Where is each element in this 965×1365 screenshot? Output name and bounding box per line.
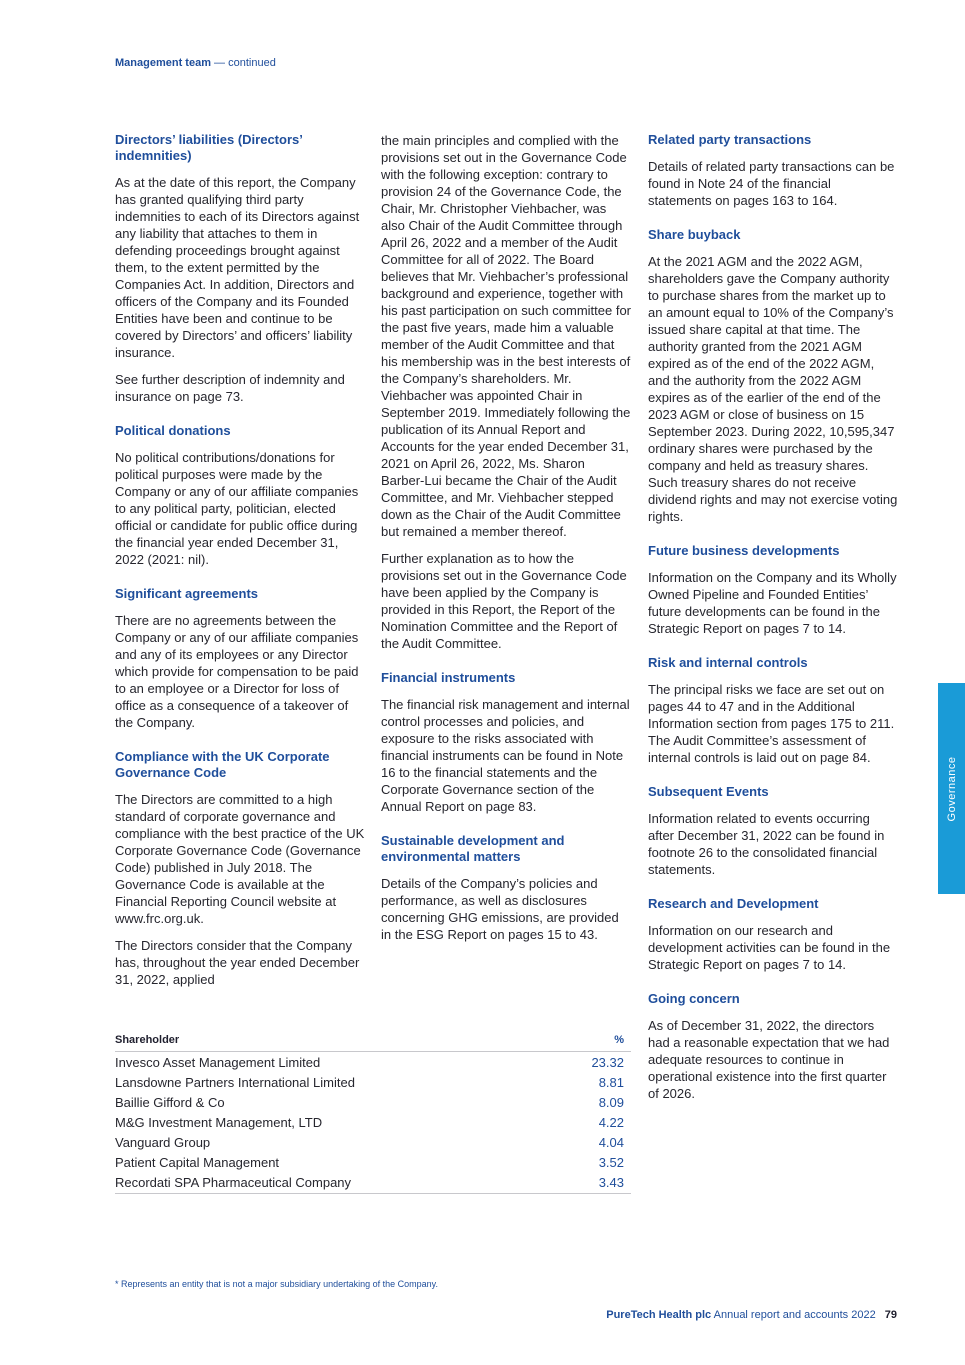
- governance-tab-label: Governance: [945, 756, 958, 821]
- shareholder-name: Patient Capital Management: [115, 1155, 280, 1170]
- shareholder-table: [115, 1034, 631, 1194]
- section-sustainable: [381, 833, 631, 943]
- paragraph: Information related to events occurring after December 31, 2022 can be found in footnote 26 to the consolidated financial statements.: [648, 811, 885, 877]
- paragraph: The Directors are committed to a high standard of corporate governance and compliance with the best practice of the UK Corporate Governance Code (Governance Code) published in July 2018. The Governance Code is available at the Financial Reporting Council website at www.frc.org.uk.: [115, 792, 365, 926]
- section-going-concern: [648, 991, 898, 1102]
- section-share-buyback: [648, 227, 898, 525]
- table-row: [115, 1072, 631, 1092]
- column-left: [115, 132, 365, 998]
- paragraph: Details of related party transactions can be found in Note 24 of the financial statements on pages 163 to 164.: [648, 159, 895, 208]
- paragraph: Further explanation as to how the provisions set out in the Governance Code have been applied by the Company is provided in this Report, the Report of the Nomination Committee and the Report of the Audit Committee.: [381, 551, 627, 651]
- shareholder-percent: 8.81: [598, 1075, 624, 1090]
- shareholder-percent: 8.09: [598, 1095, 624, 1110]
- shareholder-name: M&G Investment Management, LTD: [115, 1115, 323, 1130]
- paragraph: The principal risks we face are set out on pages 44 to 47 and in the Additional Information section from pages 175 to 211. The Audit Committee’s assessment of internal controls is laid out on page 84.: [648, 682, 895, 765]
- section-financial-instruments: [381, 670, 631, 815]
- table-row: [115, 1092, 631, 1112]
- heading-going-concern: Going concern: [648, 991, 740, 1006]
- header-suffix: — continued: [214, 57, 276, 69]
- heading-compliance: Compliance with the UK Corporate Governance Code: [115, 749, 330, 780]
- section-risk: [648, 655, 898, 766]
- heading-sustainable: Sustainable development and environmental matters: [381, 833, 565, 864]
- table-row: [115, 1132, 631, 1152]
- section-future-business: [648, 543, 898, 637]
- paragraph: No political contributions/donations for political purposes were made by the Company or any of our affiliate companies to any political party, politician, elected official or candidate for public office during the financial year ended December 31, 2022 (2021: nil).: [115, 450, 359, 567]
- paragraph: Details of the Company’s policies and performance, as well as disclosures concerning GHG emissions, are provided in the ESG Report on pages 15 to 43.: [381, 876, 619, 942]
- shareholder-name: Recordati SPA Pharmaceutical Company: [115, 1172, 560, 1194]
- header-shareholder: Shareholder: [115, 1034, 560, 1052]
- running-header: [115, 57, 276, 69]
- section-compliance: [115, 749, 365, 988]
- page-number: 79: [884, 1309, 897, 1321]
- section-subsequent-events: [648, 784, 898, 878]
- column-right: [648, 132, 898, 1112]
- table-row: [115, 1052, 631, 1073]
- paragraph: The Directors consider that the Company has, throughout the year ended December 31, 2022, applied: [115, 938, 360, 987]
- heading-political-donations: Political donations: [115, 423, 231, 438]
- paragraph: As at the date of this report, the Company has granted qualifying third party indemnities to each of its Directors against any liability that attaches to them in defending proceedings brought against them, to the extent permitted by the Companies Act. In addition, Directors and officers of the Company and its Founded Entities have been and continue to be covered by Directors’ and officers’ liability insurance.: [115, 175, 360, 360]
- table-row: [115, 1152, 631, 1172]
- footer-report-title: Annual report and accounts 2022: [713, 1309, 876, 1321]
- heading-financial-instruments: Financial instruments: [381, 670, 516, 685]
- section-political-donations: [115, 423, 365, 568]
- section-research: [648, 896, 898, 973]
- heading-share-buyback: Share buyback: [648, 227, 741, 242]
- section-directors-liabilities: [115, 132, 365, 405]
- heading-risk: Risk and internal controls: [648, 655, 808, 670]
- footnote: * Represents an entity that is not a major subsidiary undertaking of the Company.: [115, 1279, 439, 1289]
- paragraph: As of December 31, 2022, the directors had a reasonable expectation that we had adequate resources to continue in operational existence into the first quarter of 2026.: [648, 1018, 890, 1101]
- paragraph: At the 2021 AGM and the 2022 AGM, shareholders gave the Company authority to purchase shares from the market up to an amount equal to 10% of the Company’s issued share capital at that time. The authority granted from the 2021 AGM expired as of the end of the 2022 AGM, and the authority from the 2022 AGM expires as of the earlier of the end of the 2023 AGM or close of business on 15 September 2023. During 2022, 10,595,347 ordinary shares were purchased by the company and held as treasury shares. Such treasury shares do not receive dividend rights and may not exercise voting rights.: [648, 254, 898, 524]
- shareholder-percent: 4.22: [598, 1115, 624, 1130]
- paragraph: the main principles and complied with the provisions set out in the Governance Code with the following exception: contrary to provision 24 of the Governance Code, the Chair, Mr. Christopher Viehbacher, was also Chair of the Audit Committee through April 26, 2022 and a member of the Audit Committee for all of 2022. The Board believes that Mr. Viehbacher’s professional background and experience, together with his past participation on such committee for the past five years, made him a valuable member of the Audit Committee and that his membership was in the best interests of the Company’s shareholders. Mr. Viehbacher was appointed Chair in September 2019. Immediately following the publication of its Annual Report and Accounts for the year ended December 31, 2021 on April 26, 2022, Ms. Sharon Barber-Lui became the Chair of the Audit Committee, and Mr. Viehbacher stepped down as the Chair of the Audit Committee but remained a member thereof.: [381, 133, 632, 539]
- table-row: [115, 1172, 631, 1194]
- table-header-row: [115, 1034, 631, 1052]
- shareholder-name: Invesco Asset Management Limited: [115, 1055, 321, 1070]
- shareholder-name: Lansdowne Partners International Limited: [115, 1075, 355, 1090]
- shareholder-percent: 23.32: [591, 1055, 624, 1070]
- paragraph: Information on the Company and its Wholly Owned Pipeline and Founded Entities’ future developments can be found in the Strategic Report on pages 7 to 14.: [648, 570, 897, 636]
- heading-directors-liabilities: Directors’ liabilities (Directors’ indemnities): [115, 132, 303, 163]
- paragraph: See further description of indemnity and insurance on page 73.: [115, 372, 345, 404]
- section-significant-agreements: [115, 586, 365, 731]
- heading-subsequent-events: Subsequent Events: [648, 784, 769, 799]
- section-compliance-continued: [381, 132, 631, 652]
- shareholder-name: Baillie Gifford & Co: [115, 1095, 225, 1110]
- shareholder-name: Vanguard Group: [115, 1135, 211, 1150]
- paragraph: Information on our research and development activities can be found in the Strategic Report on pages 7 to 14.: [648, 923, 891, 972]
- table-row: [115, 1112, 631, 1132]
- governance-section-tab[interactable]: [938, 683, 965, 894]
- header-percent: %: [560, 1034, 631, 1052]
- heading-future-business: Future business developments: [648, 543, 840, 558]
- section-related-party: [648, 132, 898, 209]
- shareholder-percent: 3.43: [560, 1172, 631, 1194]
- heading-research: Research and Development: [648, 896, 819, 911]
- heading-related-party: Related party transactions: [648, 132, 812, 147]
- heading-significant-agreements: Significant agreements: [115, 586, 259, 601]
- column-middle: [381, 132, 631, 953]
- paragraph: There are no agreements between the Company or any of our affiliate companies and any of its employees or any Director which provide for compensation to be paid to an employee or a Director for loss of office as a consequence of a takeover of the Company.: [115, 613, 359, 730]
- paragraph: The financial risk management and internal control processes and policies, and exposure to the risks associated with financial instruments can be found in Note 16 to the financial statements and the Corporate Governance section of the Annual Report on page 83.: [381, 697, 630, 814]
- shareholder-percent: 4.04: [598, 1135, 624, 1150]
- shareholder-percent: 3.52: [598, 1155, 624, 1170]
- footer-brand: PureTech Health plc: [606, 1309, 712, 1321]
- header-section: Management team: [115, 57, 211, 69]
- page-footer: [606, 1309, 897, 1321]
